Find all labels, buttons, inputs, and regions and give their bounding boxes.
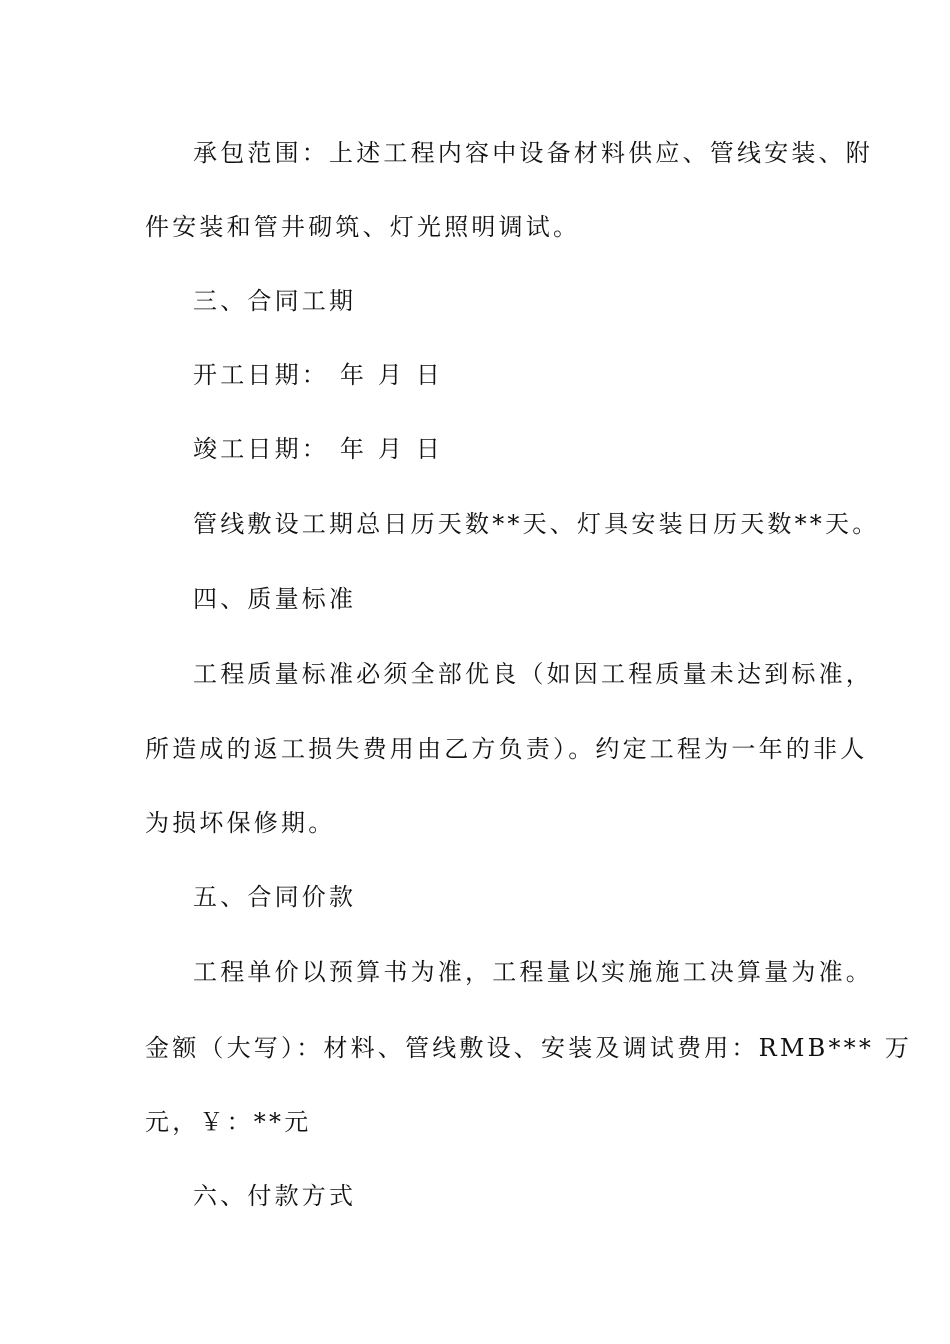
paragraph-scope-line-1: 承包范围：上述工程内容中设备材料供应、管线安装、附 [193,139,873,167]
section-heading-contract-period: 三、合同工期 [193,287,357,315]
paragraph-scope-line-2: 件安装和管井砌筑、灯光照明调试。 [145,213,581,241]
paragraph-amount-line-2: 元，￥：**元 [145,1108,312,1136]
paragraph-quality-line-1: 工程质量标准必须全部优良（如因工程质量未达到标准， [193,660,873,688]
paragraph-amount-line-1: 金额（大写）：材料、管线敷设、安装及调试费用：RMB*** 万 [145,1034,913,1062]
completion-date-line: 竣工日期： 年 月 日 [193,435,444,463]
paragraph-quality-line-3: 为损坏保修期。 [145,809,336,837]
start-date-line: 开工日期： 年 月 日 [193,361,444,389]
paragraph-quality-line-2: 所造成的返工损失费用由乙方负责）。约定工程为一年的非人 [145,735,868,763]
section-heading-contract-price: 五、合同价款 [193,883,357,911]
section-heading-quality-standard: 四、质量标准 [193,585,357,613]
duration-line: 管线敷设工期总日历天数**天、灯具安装日历天数**天。 [193,510,880,538]
paragraph-price-line-1: 工程单价以预算书为准，工程量以实施施工决算量为准。 [193,958,873,986]
section-heading-payment-method: 六、付款方式 [193,1182,357,1210]
